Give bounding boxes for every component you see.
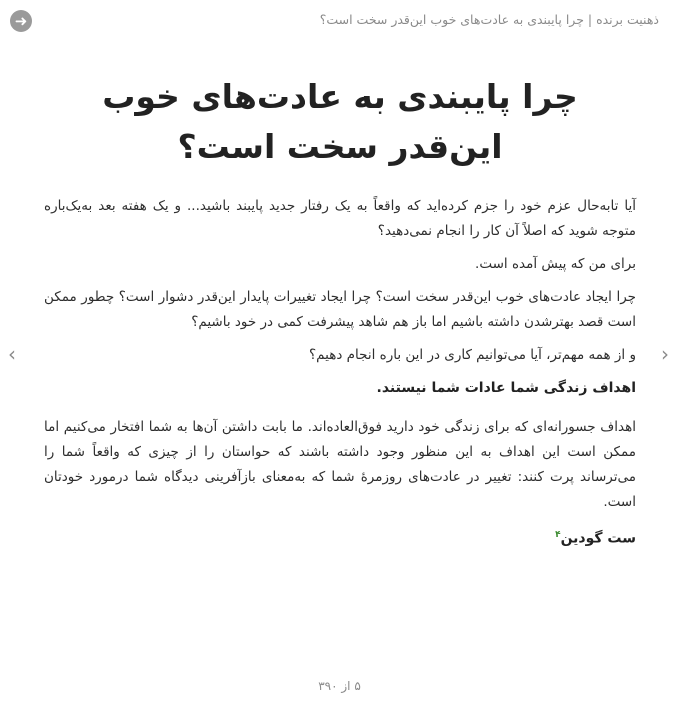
arrow-right-circle-icon[interactable]: ➜ bbox=[10, 10, 32, 32]
quote-author-name: ست گودین bbox=[560, 530, 636, 547]
chevron-right-icon[interactable]: › bbox=[661, 342, 669, 366]
running-head: ذهنیت برنده | چرا پایبندی به عادت‌های خوب این‌قدر سخت است؟ bbox=[319, 12, 659, 27]
page-number: ۵ از ۳۹۰ bbox=[318, 679, 361, 693]
chevron-left-icon[interactable]: ‹ bbox=[8, 342, 16, 366]
page-content bbox=[44, 72, 636, 547]
paragraph-intro: آیا تابه‌حال عزم خود را جزم کرده‌اید که واقعاً به یک رفتار جدید پایبند باشید... و یک هفته بعد به‌یک‌باره متوجه شوید که اصلاً آن کار را انجام نمی‌دهید؟ bbox=[44, 198, 636, 239]
footnote-marker[interactable]: ۴ bbox=[555, 530, 561, 540]
chapter-title: چرا پایبندی به عادت‌های خوب این‌قدر سخت است؟ bbox=[102, 77, 578, 166]
paragraph-important-question: و از همه مهم‌تر، آیا می‌توانیم کاری در این باره انجام دهیم؟ bbox=[308, 347, 636, 363]
paragraph-personal: برای من که پیش آمده است. bbox=[475, 256, 636, 272]
section-subheading: اهداف زندگی شما عادات شما نیستند. bbox=[376, 380, 636, 396]
paragraph-quote: اهداف جسورانه‌ای که برای زندگی خود دارید فوق‌العاده‌اند. ما بابت داشتن آن‌ها به شما افتخار می‌کنیم اما ممکن است این اهداف به این منظور وجود داشته باشند که حواستان را از چیزی که واقعاً شما را می‌ترساند پرت کنند: تغییر در عادت‌های روزمرهٔ شما که به‌معنای بازآفرینی دیدگاه شما درمورد خودتان است. bbox=[44, 419, 636, 510]
quote-author bbox=[44, 530, 636, 547]
paragraph-questions: چرا ایجاد عادت‌های خوب این‌قدر سخت است؟ چرا ایجاد تغییرات پایدار این‌قدر دشوار است؟ چطور ممکن است قصد بهترشدن داشته باشیم اما باز هم شاهد پیشرفت کمی در خود باشیم؟ bbox=[44, 289, 636, 330]
